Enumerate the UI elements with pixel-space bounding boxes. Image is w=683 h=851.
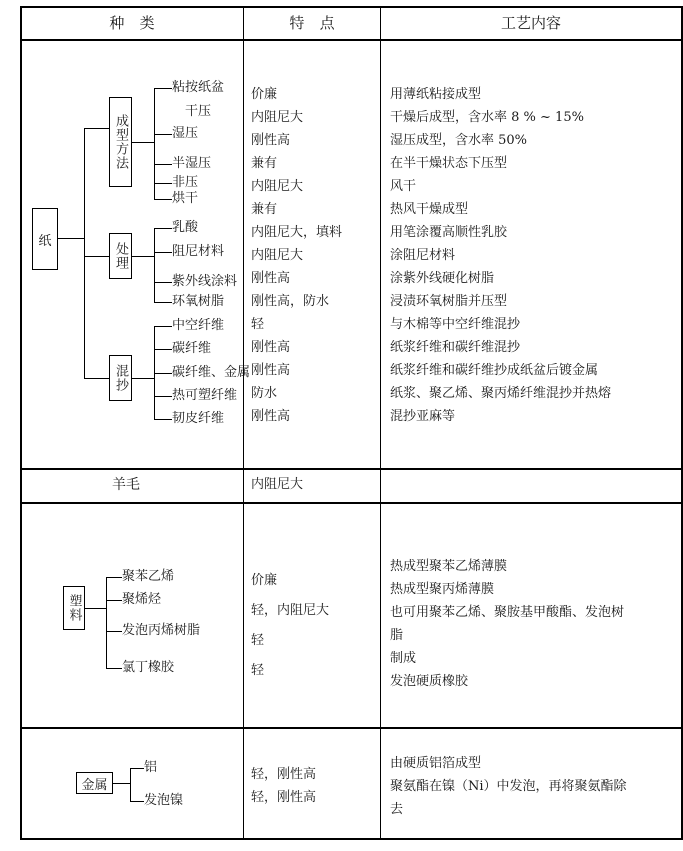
header-feature: 特 点 xyxy=(289,13,340,32)
connector-branch-molding xyxy=(84,128,109,129)
leaf-molding-0: 粘按纸盆 xyxy=(172,80,225,95)
spine-plastic xyxy=(106,577,107,669)
process-paper-13: 纸浆、聚乙烯、聚丙烯纤维混抄并热熔 xyxy=(390,386,612,401)
feature-paper-0: 价廉 xyxy=(251,87,278,102)
tick-blend-3 xyxy=(154,396,172,397)
tree-root-plastic: 塑料 xyxy=(63,586,85,630)
feature-paper-9: 刚性高，防水 xyxy=(251,294,330,309)
table-bottom-border xyxy=(20,838,683,840)
tick-treatment-1 xyxy=(154,252,172,253)
tree-group-treatment: 处理 xyxy=(109,233,132,279)
tick-blend-4 xyxy=(154,419,172,420)
spine-paper xyxy=(84,128,85,378)
feature-plastic-3: 轻 xyxy=(251,663,265,678)
tick-molding-3 xyxy=(154,164,172,165)
connector-root-plastic xyxy=(85,608,106,609)
tick-metal-1 xyxy=(130,801,144,802)
feature-paper-7: 内阻尼大 xyxy=(251,248,304,263)
leaf-plastic-0: 聚苯乙烯 xyxy=(122,569,175,584)
tick-treatment-0 xyxy=(154,228,172,229)
tree-root-metal: 金属 xyxy=(76,772,113,794)
leaf-blend-4: 韧皮纤维 xyxy=(172,411,225,426)
process-paper-7: 涂阻尼材料 xyxy=(390,248,456,263)
tree-root-paper: 纸 xyxy=(32,208,58,270)
subspine-treatment xyxy=(154,228,155,302)
leaf-metal-1: 发泡镍 xyxy=(144,793,184,808)
feature-plastic-0: 价廉 xyxy=(251,573,278,588)
feature-paper-13: 防水 xyxy=(251,386,278,401)
process-plastic-2: 也可用聚苯乙烯、聚胺基甲酸酯、发泡树 xyxy=(390,605,625,620)
tick-molding-5 xyxy=(154,199,172,200)
feature-paper-6: 内阻尼大，填料 xyxy=(251,225,343,240)
process-paper-9: 浸渍环氧树脂并压型 xyxy=(390,294,508,309)
column-divider-2 xyxy=(380,6,381,840)
feature-plastic-1: 轻，内阻尼大 xyxy=(251,603,330,618)
leaf-molding-1: 干压 xyxy=(185,104,212,119)
connector-blend-sub xyxy=(132,378,154,379)
tick-treatment-2 xyxy=(154,282,172,283)
process-paper-5: 热风干燥成型 xyxy=(390,202,469,217)
tick-molding-0 xyxy=(154,88,172,89)
leaf-treatment-3: 环氧树脂 xyxy=(172,294,225,309)
tick-plastic-1 xyxy=(106,600,122,601)
leaf-metal-0: 铝 xyxy=(144,760,158,775)
leaf-plastic-1: 聚烯烃 xyxy=(122,592,162,607)
leaf-molding-5: 烘干 xyxy=(172,191,199,206)
leaf-plastic-3: 氯丁橡胶 xyxy=(122,660,175,675)
process-plastic-0: 热成型聚苯乙烯薄膜 xyxy=(390,559,508,574)
tick-molding-4 xyxy=(154,183,172,184)
header-bottom-border xyxy=(20,39,683,41)
process-plastic-3: 脂 xyxy=(390,628,404,643)
process-metal-0: 由硬质铝箔成型 xyxy=(390,756,482,771)
feature-paper-5: 兼有 xyxy=(251,202,278,217)
process-paper-6: 用笔涂覆高顺性乳胶 xyxy=(390,225,508,240)
tree-root-wool: 羊毛 xyxy=(112,477,140,493)
leaf-blend-2: 碳纤维、金属 xyxy=(172,365,251,380)
process-paper-0: 用薄纸粘接成型 xyxy=(390,87,482,102)
feature-metal-1: 轻，刚性高 xyxy=(251,790,317,805)
leaf-blend-3: 热可塑纤维 xyxy=(172,388,238,403)
process-plastic-4: 制成 xyxy=(390,651,417,666)
connector-molding-sub xyxy=(132,142,154,143)
header-process: 工艺内容 xyxy=(500,13,561,32)
tick-plastic-0 xyxy=(106,577,122,578)
leaf-blend-1: 碳纤维 xyxy=(172,341,212,356)
tick-plastic-3 xyxy=(106,668,122,669)
leaf-treatment-0: 乳酸 xyxy=(172,220,199,235)
process-metal-2: 去 xyxy=(390,802,404,817)
feature-paper-12: 刚性高 xyxy=(251,363,291,378)
tick-metal-0 xyxy=(130,768,144,769)
feature-plastic-2: 轻 xyxy=(251,633,265,648)
tick-blend-0 xyxy=(154,326,172,327)
process-paper-2: 湿压成型，含水率 50% xyxy=(390,133,528,148)
feature-paper-4: 内阻尼大 xyxy=(251,179,304,194)
tick-treatment-3 xyxy=(154,302,172,303)
paper-section-bottom-border xyxy=(20,468,683,470)
header-category: 种 类 xyxy=(109,13,160,32)
table-left-border xyxy=(20,6,22,840)
connector-root-paper xyxy=(58,238,84,239)
feature-paper-2: 刚性高 xyxy=(251,133,291,148)
process-paper-3: 在半干燥状态下压型 xyxy=(390,156,508,171)
feature-paper-10: 轻 xyxy=(251,317,265,332)
leaf-blend-0: 中空纤维 xyxy=(172,318,225,333)
process-paper-1: 干燥后成型，含水率 8 % ~ 15% xyxy=(390,110,584,125)
process-paper-14: 混抄亚麻等 xyxy=(390,409,456,424)
feature-metal-0: 轻，刚性高 xyxy=(251,767,317,782)
feature-paper-1: 内阻尼大 xyxy=(251,110,304,125)
plastic-section-bottom-border xyxy=(20,727,683,729)
tick-blend-2 xyxy=(154,373,172,374)
process-paper-12: 纸浆纤维和碳纤维抄成纸盆后镀金属 xyxy=(390,363,599,378)
leaf-molding-2: 湿压 xyxy=(172,126,199,141)
process-plastic-5: 发泡硬质橡胶 xyxy=(390,674,469,689)
feature-paper-11: 刚性高 xyxy=(251,340,291,355)
leaf-plastic-2: 发泡丙烯树脂 xyxy=(122,623,201,638)
leaf-molding-4: 非压 xyxy=(172,175,199,190)
spine-metal xyxy=(130,768,131,801)
process-paper-10: 与木棉等中空纤维混抄 xyxy=(390,317,521,332)
feature-paper-14: 刚性高 xyxy=(251,409,291,424)
process-paper-4: 风干 xyxy=(390,179,417,194)
feature-paper-3: 兼有 xyxy=(251,156,278,171)
tree-group-molding: 成型方法 xyxy=(109,97,132,187)
process-paper-11: 纸浆纤维和碳纤维混抄 xyxy=(390,340,521,355)
process-paper-8: 涂紫外线硬化树脂 xyxy=(390,271,495,286)
wool-section-bottom-border xyxy=(20,502,683,504)
connector-treatment-sub xyxy=(132,256,154,257)
leaf-treatment-1: 阻尼材料 xyxy=(172,244,225,259)
process-plastic-1: 热成型聚丙烯薄膜 xyxy=(390,582,495,597)
tree-group-blend: 混抄 xyxy=(109,355,132,401)
tick-molding-2 xyxy=(154,134,172,135)
connector-branch-blend xyxy=(84,378,109,379)
feature-paper-8: 刚性高 xyxy=(251,271,291,286)
connector-root-metal xyxy=(113,783,130,784)
connector-branch-treatment xyxy=(84,256,109,257)
process-metal-1: 聚氨酯在镍（Ni）中发泡，再将聚氨酯除 xyxy=(390,779,627,794)
leaf-molding-3: 半湿压 xyxy=(172,156,212,171)
leaf-treatment-2: 紫外线涂料 xyxy=(172,274,238,289)
tick-blend-1 xyxy=(154,349,172,350)
column-divider-1 xyxy=(243,6,244,840)
tick-plastic-2 xyxy=(106,631,122,632)
feature-wool-0: 内阻尼大 xyxy=(251,477,304,492)
